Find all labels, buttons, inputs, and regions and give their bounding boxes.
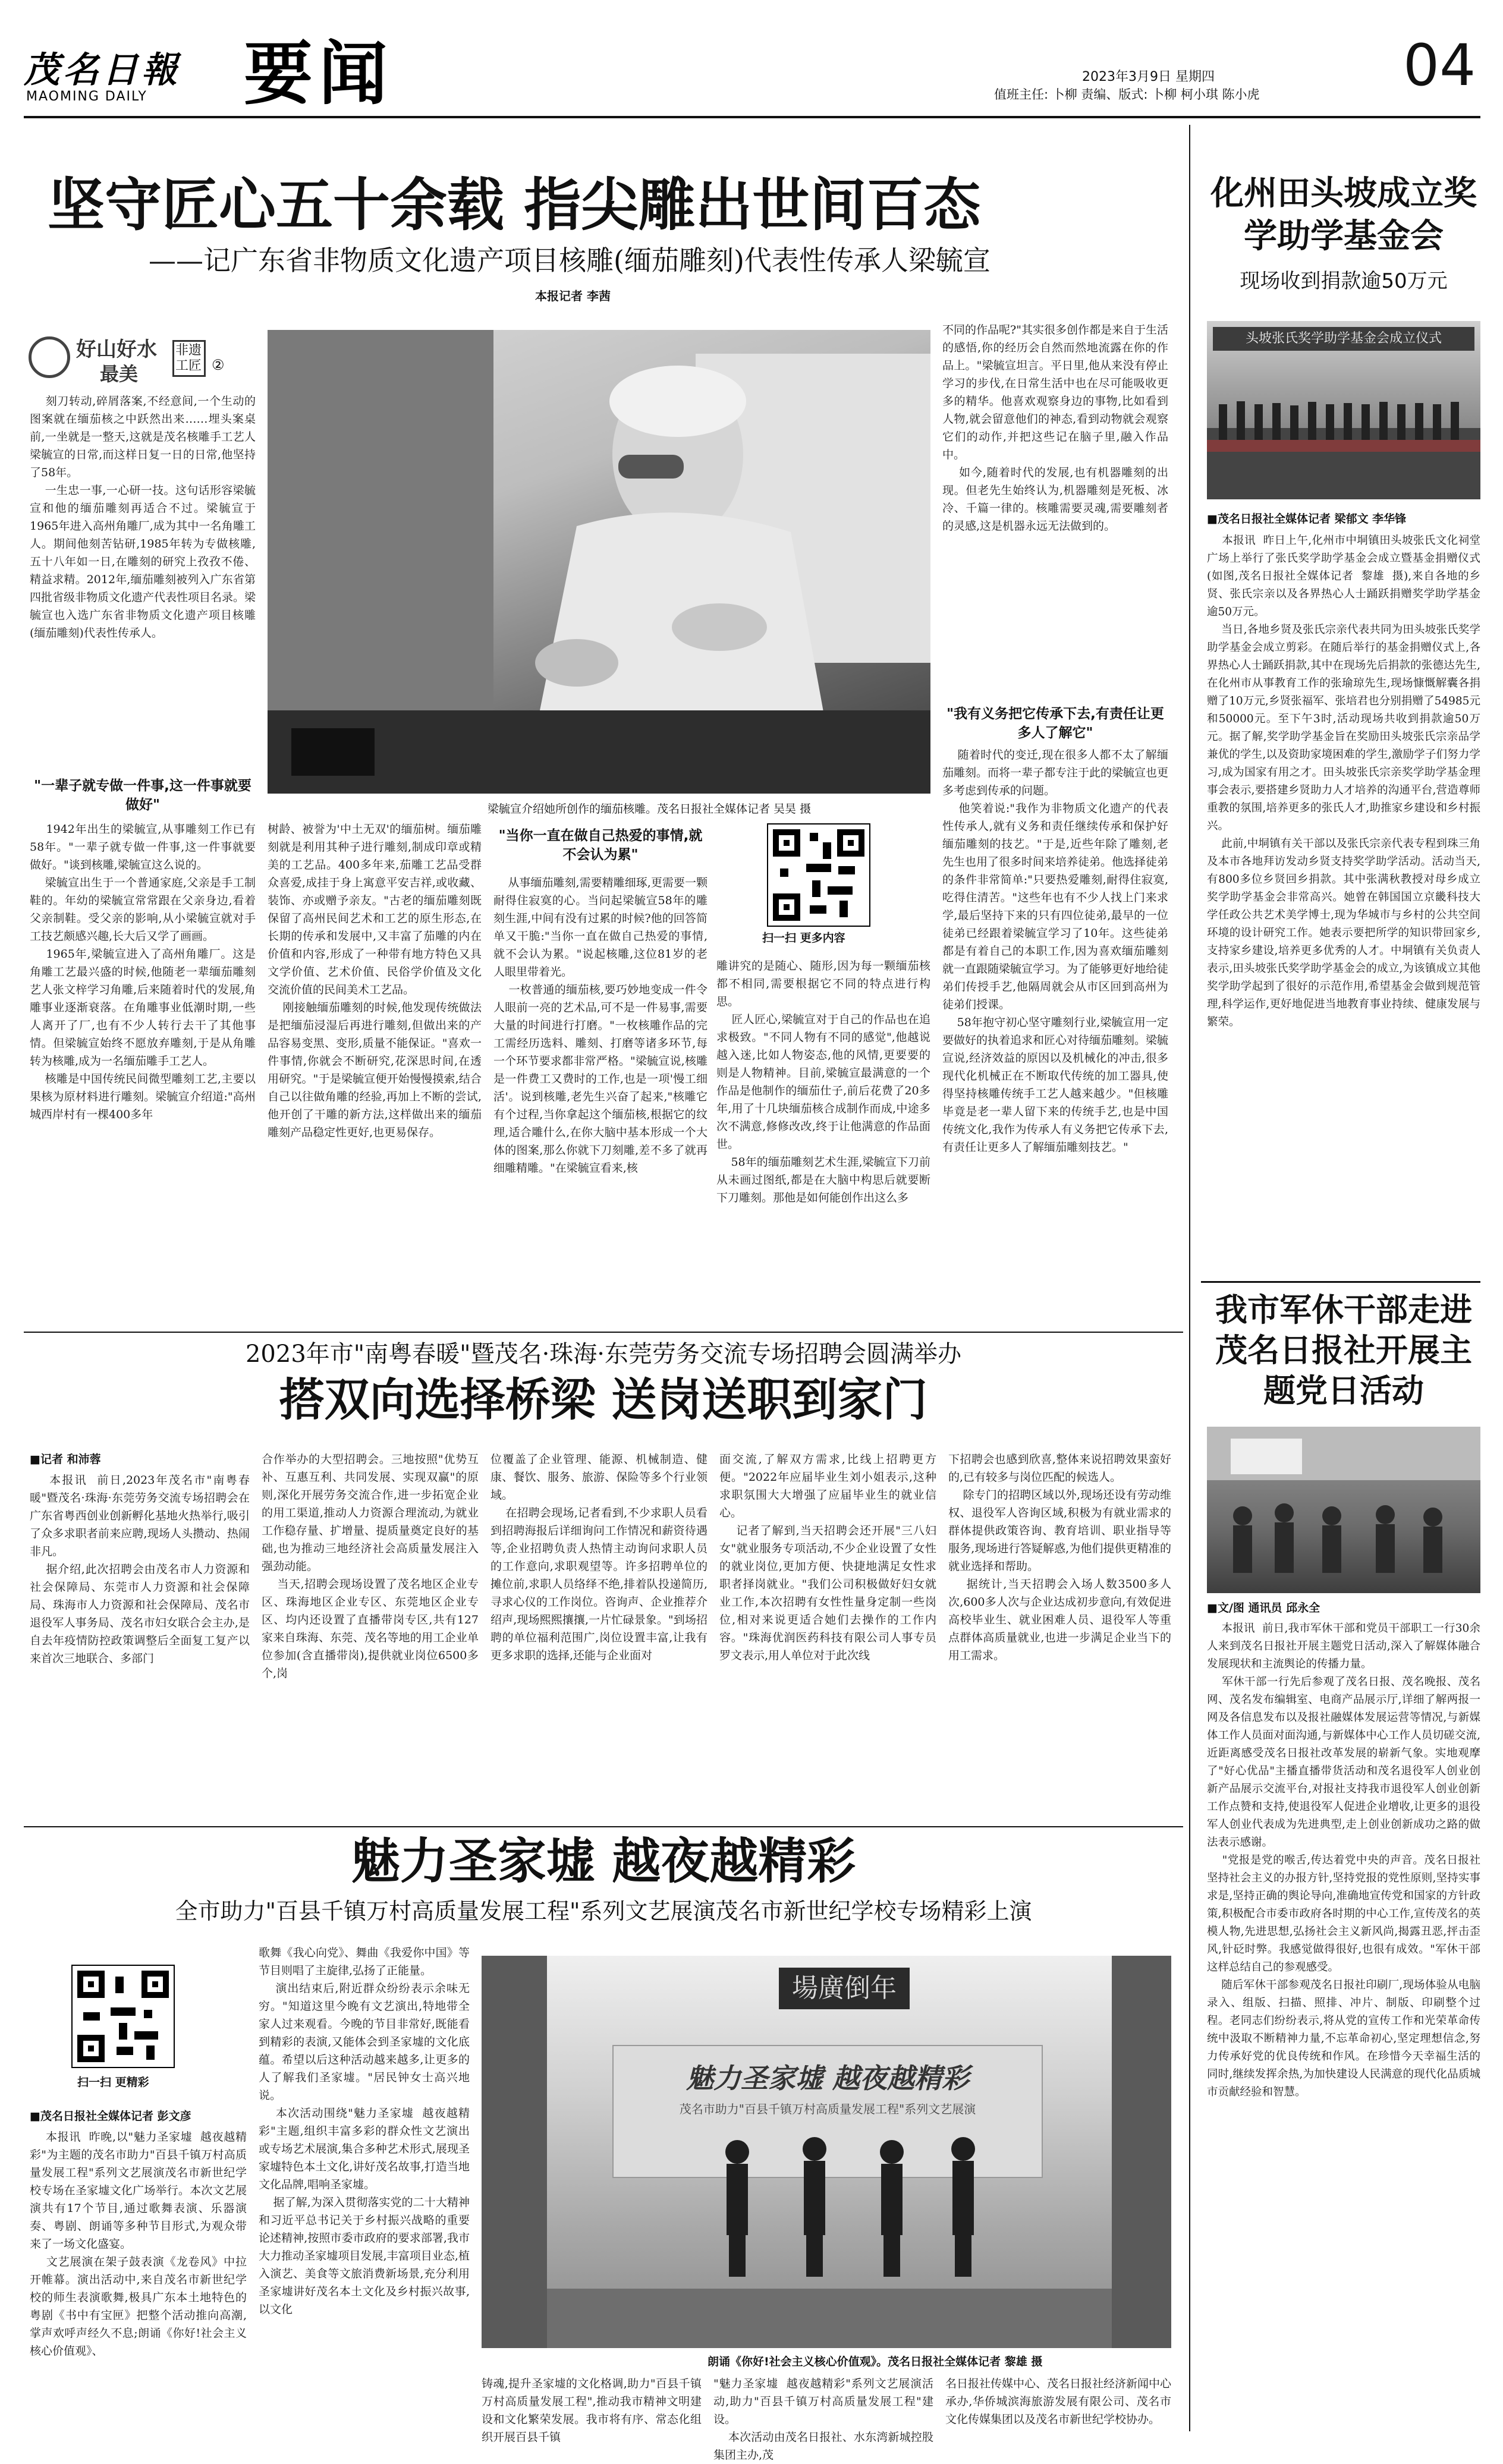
culture-credit: ■茂名日报社全媒体记者 彭文彦: [30, 2110, 191, 2123]
staff-line: 值班主任: 卜柳 责编、版式: 卜柳 柯小琪 陈小虎: [994, 87, 1260, 102]
badge-side: 非遗工匠: [172, 340, 206, 377]
culture-qr-code[interactable]: [71, 1965, 175, 2068]
jobfair-column-3: 位覆盖了企业管理、能源、机械制造、健康、餐饮、服务、旅游、保险等多个行业领域。 在招聘会现场,记者看到,不少求职人员看到招聘海报后详细询问工作情况和薪资待遇等,企业招聘负责人热情主动询问求职人员的工作意向,求职观望等。许多招聘单位的摊位前,求职人员络绎不绝,排着队投递简历,寻求心仪的工作岗位。咨询声、企业推荐介绍声,现场熙熙攘攘,一片忙碌景象。"到场招聘的单位福利范围广,岗位设置丰富,让我有更多求职的选择,还能与企业面对: [490, 1453, 708, 1662]
culture-column-2: 歌舞《我心向党》、舞曲《我爱你中国》等节目则唱了主旋律,弘扬了正能量。 演出结束后,附近群众纷纷表示余味无穷。"知道这里今晚有文艺演出,特地带全家人过来观看。今晚的节目非常好,既能看到精彩的表演,又能体会到圣家墟的文化底蕴。希望以后这种活动越来越多,让更多的人了解我们圣家墟。"居民钟女士高兴地说。 本次活动围绕"魅力圣家墟 越夜越精彩"主题,组织丰富多彩的群众性文艺演出或专场艺术展演,集合多种艺术形式,展现圣家墟特色本土文化,讲好茂名故事,打造当地文化品牌,唱响圣家墟。 据了解,为深入贯彻落实党的二十大精神和习近平总书记关于乡村振兴战略的重要论述精神,按照市委市政府的要求部署,我市大力推动圣家墟项目发展,丰富项目业态,植入演艺、美食等文旅消费新场景,充分利用圣家墟讲好茂名本土文化及乡村振兴故事,以文化: [259, 1946, 470, 2316]
lead-column-1: 刻刀转动,碎屑落案,不经意间,一个生动的图案就在缅茄核之中跃然出来……埋头案桌前,一坐就是一整天,这就是茂名核雕手工艺人梁毓宣的日常,而这样日复一日的日常,他坚持了58年。 一生忠一事,一心研一技。这句话形容梁毓宣和他的缅茄雕刻再适合不过。梁毓宣于1965年进入高州角雕厂,成为其中一名角雕工人。期间他刻苦钻研,1985年转为专做核雕,五十八年如一日,在雕刻的研究上孜孜不倦、精益求精。2012年,缅茄雕刻被列入广东省第四批省级非物质文化遗产代表性项目名录。梁毓宣也入选广东省非物质文化遗产项目核雕(缅茄雕刻)代表性传承人。: [30, 395, 256, 640]
masthead-rule: [24, 116, 1480, 118]
jobfair-column-4: 面交流,了解双方需求,比线上招聘更方便。"2022年应届毕业生刘小姐表示,这种求职氛围大大增强了应届毕业生的就业信心。 记者了解到,当天招聘会还开展"三八妇女"就业服务专项活动,不少企业设置了女性的就业岗位,更加方便、快捷地满足女性求职者择岗就业。"我们公司积极做好妇女就业工作,本次招聘有女性性量身定制一些岗位,相对来说更适合她们去操作的工作内容。"珠海优润医药科技有限公司人事专员罗文表示,用人单位对于此次线: [719, 1453, 936, 1662]
culture-column-3: 铸魂,提升圣家墟的文化格调,助力"百县千镇万村高质量发展工程",推动我市精神文明建设和文化繁荣发展。我市将有序、常态化组织开展百县千镇: [482, 2377, 702, 2444]
culture-column-1: 本报讯 昨晚,以"魅力圣家墟 越夜越精彩"为主题的茂名市助力"百县千镇万村高质量发展工程"系列文艺展演茂名市新世纪学校专场在圣家墟文化广场举行。本次文艺展演共有17个节目,通过歌舞表演、乐器演奏、粤剧、朗诵等多种节目形式,为观众带来了一场文化盛宴。 文艺展演在架子鼓表演《龙卷风》中拉开帷幕。演出活动中,来自茂名市新世纪学校的师生表演歌舞,极具广东本土地特色的粤剧《书中有宝匣》把整个活动推向高潮,掌声欢呼声经久不息;朗诵《你好!社会主义核心价值观》、: [30, 2131, 247, 2358]
right-top-subtitle: 现场收到捐款逾50万元: [1240, 269, 1448, 293]
right-bottom-body: 本报讯 前日,我市军休干部和党员干部职工一行30余人来到茂名日报社开展主题党日活动,深入了解媒体融合发展现状和主流舆论的传播力量。 军休干部一行先后参观了茂名日报、茂名晚报、茂名网、茂名发布编辑室、电商产品展示厅,详细了解两报一网及各信息发布以及报社融媒体发展运营等情况,与新媒体工作人员面对面沟通,与新媒体中心工作人员切磋交流,近距离感受茂名日报社改革发展的崭新气象。实地观摩了"好心优品"主播直播带货活动和茂名退役军人创业创新产品展示交流平台,对报社支持我市退役军人创业创新工作点赞和支持,使退役军人促进企业增收,让更多的退役军人创业代表成为先进典型,走上创业创新成功之路的做法表示感谢。 "党报是党的喉舌,传达着党中央的声音。茂名日报社坚持社会主义的办报方针,坚持党报的党性原则,坚持实事求是,坚持正确的舆论导向,准确地宣传党和国家的方针政策,积极配合市委市政府各时期的中心工作,宣传茂名的英模人物,先进思想,弘扬社会主义新风尚,揭露丑恶,抨击歪风,针砭时弊。我感觉做得很好,也很有成效。"军休干部这样总结自己的参观感受。 随后军休干部参观茂名日报社印刷厂,现场体验从电脑录入、组版、扫描、照排、冲片、制版、印刷整个过程。老同志们纷纷表示,将从党的宣传工作和光荣革命传统中汲取不断精神力量,不忘革命初心,坚定理想信念,努力传承好党的优良传统和作风。在珍惜今天幸福生活的同时,继续发挥余热,为加快建设人民满意的现代化品质城市贡献经验和智慧。: [1207, 1622, 1480, 2098]
lead-subtitle: ——记广东省非物质文化遗产项目核雕(缅茄雕刻)代表性传承人梁毓宣: [149, 244, 991, 276]
series-badge: [29, 333, 225, 386]
lead-byline: 本报记者 李茜: [535, 289, 611, 303]
jobfair-top-rule: [24, 1332, 1183, 1333]
jobfair-column-2: 合作举办的大型招聘会。三地按照"优势互补、互惠互利、共同发展、实现双赢"的原则,深化开展劳务交流合作,进一步拓宽企业的用工渠道,推动人力资源合理流动,为就业工作稳存量、扩增量、提质量奠定良好的基础,也为推动三地经济社会高质量发展注入强劲动能。 当天,招聘会现场设置了茂名地区企业专区、珠海地区企业专区、东莞地区企业专区、均内还设置了直播带岗专区,共有127家来自珠海、东莞、茂名等地的用工企业单位参加(含直播带岗),提供就业岗位6500多个,岗: [262, 1453, 479, 1680]
culture-photo-sign: 場廣倒年: [779, 1968, 910, 2009]
lead-title: 坚守匠心五十余载 指尖雕出世间百态: [48, 171, 981, 238]
lead-column-5b: 随着时代的变迁,现在很多人都不太了解缅茄雕刻。而将一辈子都专注于此的梁毓宣也更多考虑到传承的问题。 他笑着说:"我作为非物质文化遗产的代表性传承人,就有义务和责任继续传承和保护好缅茄雕刻的技艺。"于是,近些年除了雕刻,老先生也用了很多时间来培养徒弟。他选择徒弟的条件非常简单:"只要热爱雕刻,耐得住寂寞,吃得住清苦。"这些年也有不少人找上门来求学,最后坚持下来的只有四位徒弟,最早的一位徒弟已经跟着梁毓宣学习了10年。这些徒弟都是有着自己的本职工作,因为喜欢缅茄雕刻就一直跟随梁毓宣学习。为了能够更好地给徒弟们传授手艺,他隔周就会从市区回到高州为徒弟们授课。 58年抱守初心坚守雕刻行业,梁毓宣用一定要做好的执着追求和匠心对待缅茄雕刻。梁毓宣说,经济效益的原因以及机械化的冲击,很多现代化机械正在不断取代传统的加工器具,使得坚持核雕传统手工艺人越来越少。"但核雕毕竟是老一辈人留下来的传统手艺,也是中国传统文化,我作为传承人有义务把它传承下去,有责任让更多人了解缅茄雕刻技艺。": [942, 748, 1169, 1154]
badge-top: 好山好水: [76, 338, 157, 361]
culture-photo-caption: 朗诵《你好!社会主义核心价值观》。茂名日报社全媒体记者 黎雄 摄: [708, 2355, 1043, 2368]
right-divider: [1201, 1281, 1480, 1283]
issue-date: 2023年3月9日 星期四: [1082, 70, 1215, 84]
lead-column-3: 从事缅茄雕刻,需要精雕细琢,更需要一颗耐得住寂寞的心。当问起梁毓宣58年的雕刻生涯,中间有没有过累的时候?他的回答简单又干脆:"当你一直在做自己热爱的事情,就不会认为累。"说起核雕,这位81岁的老人眼里带着光。 一枚普通的缅茄核,要巧妙地变成一件令人眼前一亮的艺术品,可不是一件易事,需要大量的时间进行打磨。"一枚核雕作品的完工需经历选料、雕刻、打磨等诸多环节,每一个环节要求都非常严格。"梁毓宣说,核雕是一件费工又费时的工作,也是一项'慢工细活'。说到核雕,老先生兴奋了起来,"核雕它有个过程,当你拿起这个缅茄核,根据它的纹理,适合雕什么,在你大脑中基本形成一个大体的图案,那么你就下刀刻雕,差不多了就再细雕精雕。"在梁毓宣看来,核: [493, 876, 708, 1175]
lead-photo: [268, 330, 930, 794]
masthead-paper-name-en: MAOMING DAILY: [26, 89, 147, 104]
stage-performers-image: [482, 1956, 1171, 2348]
right-bottom-title: 我市军休干部走进茂名日报社开展主题党日活动: [1215, 1291, 1472, 1409]
lead-qr-code[interactable]: [767, 823, 870, 927]
culture-banner-title: 魅力圣家墟 越夜越精彩: [686, 2062, 969, 2094]
culture-column-5: 名日报社传媒中心、茂名日报社经济新闻中心承办,华侨城滨海旅游发展有限公司、茂名市文化传媒集团以及茂名市新世纪学校协办。: [945, 2377, 1172, 2426]
jobfair-column-5: 下招聘会也感到欣喜,整体来说招聘效果蛮好的,已有较多与岗位匹配的候选人。 除专门的招聘区域以外,现场还设有劳动维权、退役军人咨询区域,积极为有就业需求的群体提供政策咨询、教育培训、职业指导等服务,现场进行答疑解惑,为他们提供更精准的就业选择和帮助。 据统计,当天招聘会入场人数3500多人次,600多人次与企业达成初步意向,有效促进高校毕业生、就业困难人员、退役军人等重点群体高质量就业,也进一步满足企业当下的用工需求。: [948, 1453, 1171, 1662]
lead-pull-quote-3: "我有义务把它传承下去,有责任让更多人了解它": [947, 706, 1164, 741]
ceremony-crowd-image: [1207, 321, 1480, 499]
right-top-banner: 头坡张氏奖学助学基金会成立仪式: [1213, 327, 1474, 351]
badge-circle-icon: [29, 336, 70, 378]
carver-at-work-image: [268, 330, 930, 794]
jobfair-kicker: 2023年市"南粤春暖"暨茂名·珠海·东莞劳务交流专场招聘会圆满举办: [245, 1340, 962, 1368]
culture-subtitle: 全市助力"百县千镇万村高质量发展工程"系列文艺展演茂名市新世纪学校专场精彩上演: [175, 1898, 1032, 1924]
right-column-rule: [1189, 125, 1190, 2431]
lead-qr-caption: 扫一扫 更多内容: [762, 932, 845, 945]
right-top-credit: ■茂名日报社全媒体记者 梁郁文 李华锋: [1207, 512, 1407, 525]
masthead-paper-name: 茂名日報: [24, 49, 181, 91]
culture-title: 魅力圣家墟 越夜越精彩: [351, 1833, 856, 1890]
lead-pull-quote-2: "当你一直在做自己热爱的事情,就不会认为累": [498, 828, 703, 863]
lead-column-4: 雕讲究的是随心、随形,因为每一颗缅茄核都不相同,需要根据它不同的特点进行构思。 匠人匠心,梁毓宣对于自己的作品也在追求极致。"不同人物有不同的感觉",他越说越入迷,比如人物姿态,他的风情,更要要的则是人物精神。目前,梁毓宣最满意的一个作品是他制作的缅茄仕子,前后花费了20多年,用了十几块缅茄核合成制作而成,中途多次不满意,修修改改,终于让他满意的作品面世。 58年的缅茄雕刻艺术生涯,梁毓宣下刀前从未画过图纸,都是在大脑中构思后就要断下刀雕刻。那他是如何能创作出这么多: [716, 959, 930, 1204]
culture-top-rule: [24, 1826, 1183, 1827]
jobfair-credit: ■记者 和沛蓉: [30, 1453, 101, 1466]
right-bottom-credit: ■文/图 通讯员 邱永全: [1207, 1601, 1320, 1615]
culture-column-4: "魅力圣家墟 越夜越精彩"系列文艺展演活动,助力"百县千镇万村高质量发展工程"建设。 本次活动由茂名日报社、水东湾新城控股集团主办,茂: [713, 2377, 933, 2462]
masthead-logo: [24, 42, 214, 107]
badge-number: ②: [212, 357, 225, 373]
lead-column-5: 不同的作品呢?"其实很多创作都是来自于生活的感悟,你的经历会自然而然地流露在你的作品上。"梁毓宣坦言。平日里,他从来没有停止学习的步伐,在日常生活中也在尽可能吸收更多的精华。他喜欢观察身边的事物,比如看到人物,就会留意他们的神态,看到动物就会观察它们的动作,并把这些记在脑子里,融入作品中。 如今,随着时代的发展,也有机器雕刻的出现。但老先生始终认为,机器雕刻是死板、冰冷、千篇一律的。核雕需要灵魂,需要雕刻者的灵感,这是机器永远无法做到的。: [942, 323, 1168, 533]
lead-column-1b: 1942年出生的梁毓宣,从事雕刻工作已有58年。"一辈子就专做一件事,这一件事就要做好。"谈到核雕,梁毓宣这么说的。 梁毓宣出生于一个普通家庭,父亲是手工制鞋的。年幼的梁毓宣常常跟在父亲身边,看着父亲制鞋。受父亲的影响,从小梁毓宣就对手工技艺颇感兴趣,长大后又学了画画。 1965年,梁毓宣进入了高州角雕厂。这是角雕工艺最兴盛的时候,他随老一辈缅茄雕刻艺人张文梓学习角雕,后来随着时代的发展,角雕事业逐渐衰落。在角雕事业低潮时期,一些人离开了厂,也有不少人转行去干了其他事情。但梁毓宣始终不愿放弃雕刻,于是从角雕转为核雕,成为一名缅茄雕手工艺人。 核雕是中国传统民间微型雕刻工艺,主要以果核为原材料进行雕刻。梁毓宣介绍道:"高州城西岸村有一棵400多年: [30, 823, 256, 1121]
culture-photo: [482, 1956, 1171, 2348]
jobfair-title: 搭双向选择桥梁 送岗送职到家门: [279, 1373, 928, 1426]
section-title: 要闻: [244, 34, 394, 114]
lead-photo-caption: 梁毓宣介绍她所创作的缅茄核雕。茂名日报社全媒体记者 吴昊 摄: [488, 803, 812, 816]
culture-banner-sub: 茂名市助力"百县千镇万村高质量发展工程"系列文艺展演: [679, 2102, 976, 2116]
right-top-photo: [1207, 321, 1480, 499]
page-number: 04: [1403, 32, 1476, 99]
culture-qr-caption: 扫一扫 更精彩: [77, 2076, 149, 2089]
right-top-body: 本报讯 昨日上午,化州市中垌镇田头坡张氏文化祠堂广场上举行了张氏奖学助学基金会成立暨基金捐赠仪式(如图,茂名日报社全媒体记者 黎雄 摄),来自各地的乡贤、张氏宗亲以及各界热心人士踊跃捐赠奖学助学基金逾50万元。 当日,各地乡贤及张氏宗亲代表共同为田头坡张氏奖学助学基金会成立剪彩。在随后举行的基金捐赠仪式上,各界热心人士踊跃捐款,其中在现场先后捐款的张德达先生,在化州市从事教育工作的张瑜琼先生,现场慷慨解囊各捐赠了10万元,乡贤张福军、张培君也分别捐赠了54985元和50000元。至下午3时,活动现场共收到捐款逾50万元。据了解,奖学助学基金旨在奖励田头坡张氏宗亲品学兼优的学生,以及资助家境困难的学生,激励学子们努力学习,成为国家有用之才。田头坡张氏宗亲奖学助学基金理事会表示,要搭建乡贤助力人才培养的沟通平台,营造尊师重教的氛围,培养更多的张氏人才,助推家乡建设和乡村振兴。 此前,中垌镇有关干部以及张氏宗亲代表专程到珠三角及本市各地拜访发动乡贤支持奖学助学活动。活动当天,有800多位乡贤回乡捐款。其中张满秋教授对母乡成立奖学助学基金会非常高兴。她曾在韩国国立京畿科技大学任政公共艺术美学博士,现为华城市与乡村的公共空间环境的设计研究工作。她表示要把所学的知识带回家乡,支持家乡建设,培养更多优秀的人才。中垌镇有关负责人表示,田头坡张氏奖学助学基金会的成立,为该镇成立其他奖学助学起到了很好的示范作用,希望基金会做到规范管理,科学运作,更好地促进当地教育事业持续、健康发展与繁荣。: [1207, 534, 1480, 1028]
visit-group-image: [1207, 1427, 1480, 1593]
right-top-title: 化州田头坡成立奖学助学基金会: [1210, 174, 1477, 256]
badge-mid: 最美: [100, 363, 139, 385]
jobfair-column-1: 本报讯 前日,2023年茂名市"南粤春暖"暨茂名·珠海·东莞劳务交流专场招聘会在广东省粤西创业创新孵化基地火热举行,吸引了众多求职者前来应聘,现场人头攒动、热闹非凡。 据介绍,此次招聘会由茂名市人力资源和社会保障局、东莞市人力资源和社会保障局、珠海市人力资源和社会保障局、茂名市退役军人事务局、茂名市妇女联合会主办,是自去年疫情防控政策调整后全面复工复产以来首次三地联合、多部门: [30, 1474, 250, 1665]
lead-pull-quote-1: "一辈子就专做一件事,这一件事就要做好": [34, 778, 251, 813]
lead-column-2: 树龄、被誉为'中土无双'的缅茄树。缅茄雕刻就是利用其种子进行雕刻,制成印章或精美的工艺品。400多年来,茄雕工艺品受群众喜爱,成挂于身上寓意平安吉祥,或收藏、装饰、亦或赠予亲友。"古老的缅茄雕刻既保留了高州民间艺术和工艺的原生形态,在长期的传承和发展中,又丰富了茄雕的内在价值和内容,形成了一种带有地方特色又具文学价值、艺术价值、民俗学价值及文化交流价值的民间美术工艺品。 刚接触缅茄雕刻的时候,他发现传统做法是把缅茄浸湿后再进行雕刻,但做出来的产品容易变黑、变形,质量不能保证。"喜欢一件事情,你就会不断研究,花深思时间,在透用研究。"于是梁毓宣便开始慢慢摸索,结合自己以往做角雕的经验,再加上不断的尝试,他开创了干雕的新方法,这样做出来的缅茄雕刻产品稳定性更好,也更易保存。: [268, 823, 482, 1139]
right-bottom-photo: [1207, 1427, 1480, 1593]
